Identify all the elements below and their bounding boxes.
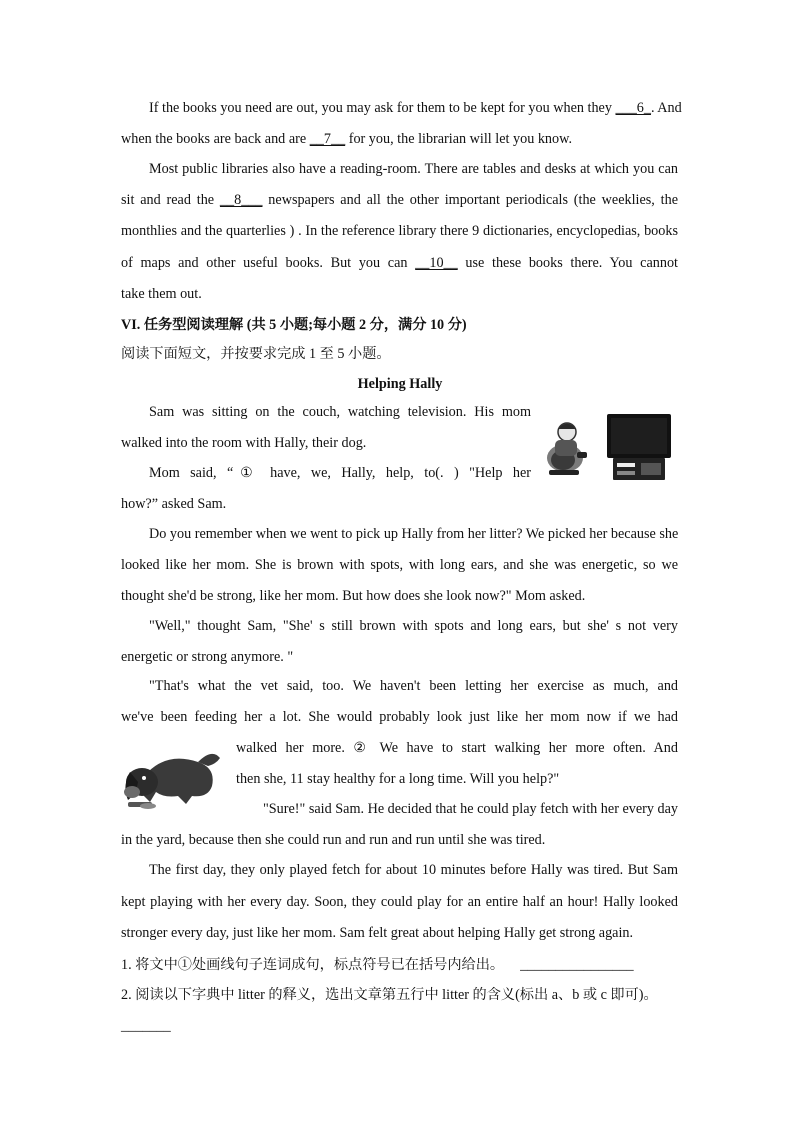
story-line: Mom said, “① have, we, Hally, help, to(. ) "Help her bbox=[149, 465, 531, 481]
story-line: in the yard, because then she could run and run and run until she was tired. bbox=[121, 832, 546, 848]
passage-line: monthlies and the quarterlies ) . In the reference library there 9 dictionaries, encyclopedias, books bbox=[121, 223, 678, 239]
passage-line: when the books are back and are __7__ for you, the librarian will let you know. bbox=[121, 131, 572, 147]
story-line: we've been feeding her a lot. She would probably look just like her mom now if we had bbox=[121, 709, 678, 725]
story-line: thought she'd be strong, like her mom. But how does she look now?" Mom asked. bbox=[121, 588, 586, 604]
blank-7: __7__ bbox=[309, 131, 346, 147]
blank-8: __8___ bbox=[219, 192, 263, 208]
passage-line: take them out. bbox=[121, 286, 202, 302]
passage-line: Most public libraries also have a reading-room. There are tables and desks at which you can bbox=[149, 161, 678, 177]
story-line: walked into the room with Hally, their dog. bbox=[121, 435, 367, 451]
story-line: looked like her mom. She is brown with spots, with long ears, and she was energetic, so we bbox=[121, 557, 678, 573]
passage-line: If the books you need are out, you may ask for them to be kept for you when they ___6_. And bbox=[149, 100, 682, 116]
section-heading: VI. 任务型阅读理解 (共 5 小题;每小题 2 分，满分 10 分) bbox=[121, 317, 467, 333]
story-line: The first day, they only played fetch for about 10 minutes before Hally was tired. But Sam bbox=[149, 862, 678, 878]
passage-line: sit and read the __8___ newspapers and all the other important periodicals (the weeklies, the bbox=[121, 192, 678, 208]
question-2: 2. 阅读以下字典中 litter 的释义，选出文章第五行中 litter 的含义(标出 a、b 或 c 即可)。 bbox=[121, 987, 658, 1003]
section-instruction: 阅读下面短文，并按要求完成 1 至 5 小题。 bbox=[121, 346, 391, 362]
question-1: 1. 将文中①处画线句子连词成句，标点符号已在括号内给出。 ________________ bbox=[121, 957, 634, 973]
story-line: energetic or strong anymore. " bbox=[121, 649, 294, 665]
story-line: "Well," thought Sam, "She' s still brown with spots and long ears, but she' s not very bbox=[149, 618, 678, 634]
story-line: then she, 11 stay healthy for a long time. Will you help?" bbox=[236, 771, 560, 787]
story-line: kept playing with her every day. Soon, they could play for an entire half an hour! Hally looked bbox=[121, 894, 678, 910]
story-line: Sam was sitting on the couch, watching television. His mom bbox=[149, 404, 531, 420]
story-line: "That's what the vet said, too. We haven't been letting her exercise as much, and bbox=[149, 678, 678, 694]
blank-6: ___6_ bbox=[615, 100, 651, 116]
boy-watching-tv-illustration bbox=[543, 410, 675, 482]
story-line: stronger every day, just like her mom. Sam felt great about helping Hally get strong again. bbox=[121, 925, 634, 941]
answer-blank-2[interactable]: _______ bbox=[121, 1018, 171, 1034]
story-line: "Sure!" said Sam. He decided that he could play fetch with her every day bbox=[263, 801, 678, 817]
blank-10: __10__ bbox=[415, 255, 458, 271]
dog-illustration bbox=[120, 742, 224, 812]
answer-blank-1[interactable]: ________________ bbox=[520, 957, 634, 973]
story-line: Do you remember when we went to pick up Hally from her litter? We picked her because she bbox=[149, 526, 679, 542]
story-line: walked her more. ② We have to start walking her more often. And bbox=[236, 740, 678, 756]
passage-line: of maps and other useful books. But you can __10__ use these books there. You cannot bbox=[121, 255, 678, 271]
story-title: Helping Hally bbox=[357, 376, 443, 392]
story-line: how?” asked Sam. bbox=[121, 496, 227, 512]
